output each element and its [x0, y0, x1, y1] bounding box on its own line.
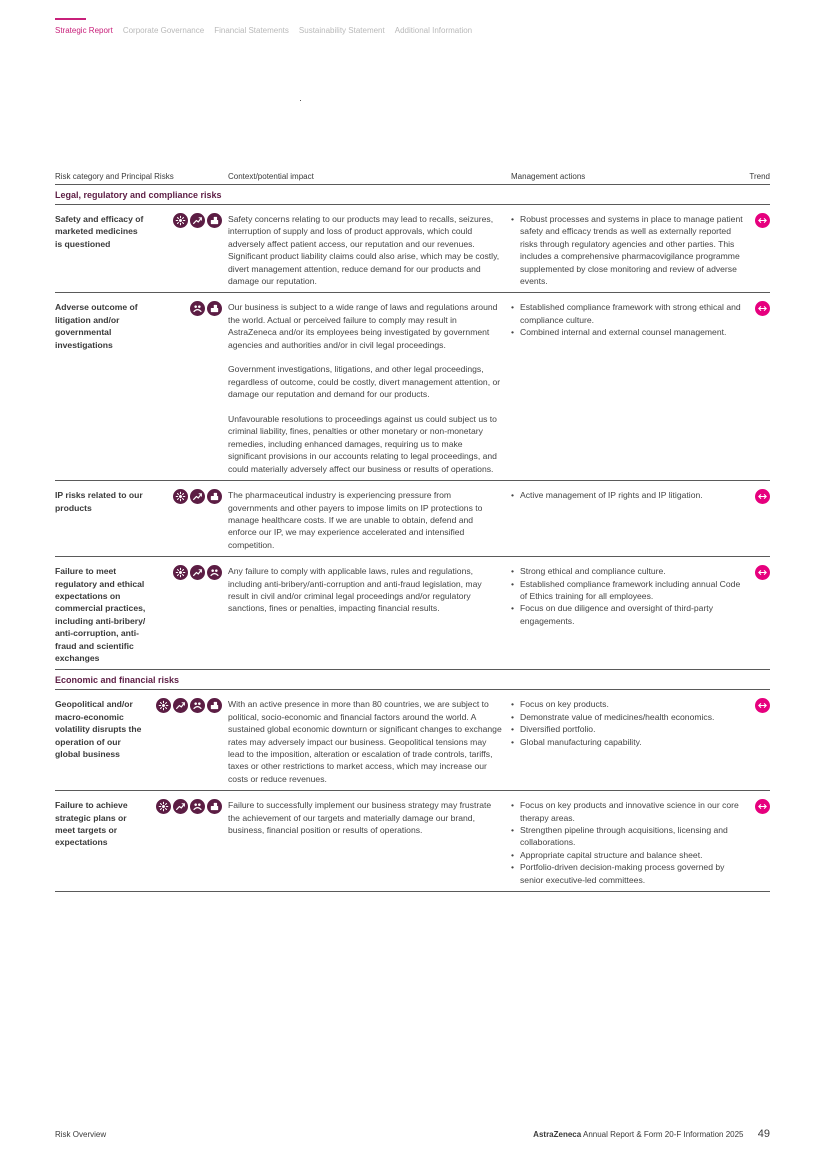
strategy-icons	[173, 213, 222, 228]
context-paragraph: Any failure to comply with applicable laws, rules and regulations, including anti-bribery/anti-corruption and anti-fraud legislation, may result in civil and/or criminal legal proceedings and/or regulatory sanctions, fines or penalties, impacting financial results.	[228, 566, 482, 614]
strategy-icons	[156, 799, 222, 814]
management-actions	[511, 213, 743, 287]
growth-icon	[173, 698, 188, 713]
management-action: • Combined internal and external counsel management.	[511, 326, 743, 338]
header-trend: Trend	[749, 172, 770, 181]
risk-name: Failure to achieve strategic plans or meet targets or expectations	[55, 800, 128, 848]
ethics-icon	[207, 565, 222, 580]
science-icon	[173, 565, 188, 580]
science-icon	[156, 698, 171, 713]
management-action: • Robust processes and systems in place to manage patient safety and efficacy trends as well as externally reported risks through regulatory agencies and other parties. This includes a comprehensive pharmacovigilance programme supplemented by close monitoring and review of adverse events.	[511, 213, 743, 287]
context-impact	[228, 489, 511, 551]
section-title: Legal, regulatory and compliance risks	[55, 185, 770, 205]
context-paragraph: Government investigations, litigations, and other legal proceedings, regardless of outcome, could be costly, divert management attention, or damage our reputation and demand for our products.	[228, 364, 501, 400]
people-icon	[207, 698, 222, 713]
risk-row	[55, 557, 770, 670]
trend-stable-icon	[755, 213, 770, 228]
trend-cell	[743, 799, 770, 886]
trend-stable-icon	[755, 565, 770, 580]
strategy-icons	[190, 301, 222, 316]
strategy-icons	[173, 489, 222, 504]
management-action: • Global manufacturing capability.	[511, 736, 743, 748]
ethics-icon	[190, 698, 205, 713]
management-action: • Active management of IP rights and IP litigation.	[511, 489, 743, 501]
risk-name: Geopolitical and/or macro-economic volatility disrupts the operation of our global business	[55, 699, 142, 759]
footer-brand: AstraZeneca	[533, 1130, 582, 1139]
risk-row	[55, 293, 770, 481]
growth-icon	[173, 799, 188, 814]
risk-name: Safety and efficacy of marketed medicines is questioned	[55, 214, 144, 249]
table-header	[55, 172, 770, 185]
context-impact	[228, 213, 511, 287]
management-action: • Focus on key products and innovative science in our core therapy areas.	[511, 799, 743, 824]
people-icon	[207, 301, 222, 316]
risk-name: Failure to meet regulatory and ethical expectations on commercial practices, including anti-bribery/ anti-corruption, anti-fraud and scientific exchanges	[55, 566, 146, 663]
management-actions	[511, 698, 743, 785]
context-impact	[228, 565, 511, 664]
nav-item[interactable]: Additional Information	[394, 26, 473, 35]
risk-category	[55, 301, 228, 475]
top-navigation	[55, 18, 472, 35]
context-paragraph: With an active presence in more than 80 countries, we are subject to political, socio-economic and financial factors around the world. A sustained global economic downturn or significant changes to exchange rates may adversely impact our business. Geopolitical tensions may lead to the imposition, alteration or escalation of trade controls, tariffs, taxes or other restrictions to market access, which may increase our costs or reduce revenues.	[228, 699, 502, 784]
ethics-icon	[190, 799, 205, 814]
page-number: 49	[757, 1128, 770, 1140]
trend-stable-icon	[755, 489, 770, 504]
risk-category	[55, 489, 228, 551]
people-icon	[207, 799, 222, 814]
header-category: Risk category and Principal Risks	[55, 172, 174, 181]
management-action: • Demonstrate value of medicines/health economics.	[511, 711, 743, 723]
trend-stable-icon	[755, 301, 770, 316]
management-actions	[511, 301, 743, 475]
people-icon	[207, 213, 222, 228]
nav-item[interactable]: Sustainability Statement	[298, 26, 385, 35]
nav-item[interactable]: Strategic Report	[55, 18, 113, 35]
risk-name: IP risks related to our products	[55, 490, 143, 513]
risk-category	[55, 698, 228, 785]
management-action: • Diversified portfolio.	[511, 723, 743, 735]
science-icon	[173, 213, 188, 228]
context-paragraph: Failure to successfully implement our business strategy may frustrate the achievement of our targets and materially damage our brand, business, financial position or results of operations.	[228, 800, 492, 836]
header-context: Context/potential impact	[228, 172, 314, 181]
trend-cell	[743, 301, 770, 475]
nav-item[interactable]: Corporate Governance	[122, 26, 205, 35]
management-action: • Established compliance framework including annual Code of Ethics training for all employees.	[511, 578, 743, 603]
context-paragraph: Safety concerns relating to our products may lead to recalls, seizures, interruption of supply and loss of product approvals, which could adversely affect patient access, our reputation and our revenues. Significant product liability claims could also arise, which may be costly, divert management attention, reduce demand for our products and damage our reputation.	[228, 214, 500, 287]
context-paragraph: Unfavourable resolutions to proceedings against us could subject us to criminal liability, fines, penalties or other monetary or non-monetary remedies, including enhanced damages, requiring us to make significant provisions in our accounts relating to legal proceedings, and could materially adversely affect our business or results of operations.	[228, 414, 497, 474]
growth-icon	[190, 565, 205, 580]
page-footer	[55, 1128, 770, 1140]
trend-cell	[743, 565, 770, 664]
context-impact	[228, 301, 511, 475]
risk-category	[55, 565, 228, 664]
context-paragraph: The pharmaceutical industry is experiencing pressure from governments and other payers to impose limits on IP protections to manage healthcare costs. If we are unable to obtain, defend and enforce our IP, we may experience accelerated and intensified competition.	[228, 490, 483, 550]
management-action: • Focus on due diligence and oversight of third-party engagements.	[511, 602, 743, 627]
risk-row	[55, 791, 770, 892]
science-icon	[173, 489, 188, 504]
growth-icon	[190, 489, 205, 504]
risk-name: Adverse outcome of litigation and/or governmental investigations	[55, 302, 138, 350]
strategy-icons	[173, 565, 222, 580]
nav-item[interactable]: Financial Statements	[214, 26, 289, 35]
ethics-icon	[190, 301, 205, 316]
context-paragraph: Our business is subject to a wide range of laws and regulations around the world. Actual or perceived failure to comply may result in AstraZeneca and/or its employees being investigated by government agencies and authorities and/or in civil legal proceedings.	[228, 302, 498, 350]
stray-dot	[300, 100, 301, 101]
risk-table	[55, 172, 770, 892]
risk-row	[55, 205, 770, 293]
context-impact	[228, 799, 511, 886]
science-icon	[156, 799, 171, 814]
people-icon	[207, 489, 222, 504]
risk-row	[55, 690, 770, 791]
management-actions	[511, 489, 743, 551]
management-actions	[511, 565, 743, 664]
trend-cell	[743, 698, 770, 785]
risk-category	[55, 213, 228, 287]
management-action: • Focus on key products.	[511, 698, 743, 710]
trend-stable-icon	[755, 799, 770, 814]
management-action: • Appropriate capital structure and balance sheet.	[511, 849, 743, 861]
footer-right	[533, 1128, 770, 1140]
header-management: Management actions	[511, 172, 586, 181]
footer-section: Risk Overview	[55, 1130, 107, 1139]
risk-category	[55, 799, 228, 886]
risk-row	[55, 481, 770, 557]
management-action: • Established compliance framework with strong ethical and compliance culture.	[511, 301, 743, 326]
trend-cell	[743, 213, 770, 287]
growth-icon	[190, 213, 205, 228]
management-action: • Portfolio-driven decision-making process governed by senior executive-led committees.	[511, 861, 743, 886]
management-action: • Strong ethical and compliance culture.	[511, 565, 743, 577]
section-title: Economic and financial risks	[55, 670, 770, 690]
trend-stable-icon	[755, 698, 770, 713]
table-body	[55, 185, 770, 892]
trend-cell	[743, 489, 770, 551]
context-impact	[228, 698, 511, 785]
strategy-icons	[156, 698, 222, 713]
footer-report: Annual Report & Form 20-F Information 2025	[582, 1130, 744, 1139]
management-action: • Strengthen pipeline through acquisitions, licensing and collaborations.	[511, 824, 743, 849]
management-actions	[511, 799, 743, 886]
